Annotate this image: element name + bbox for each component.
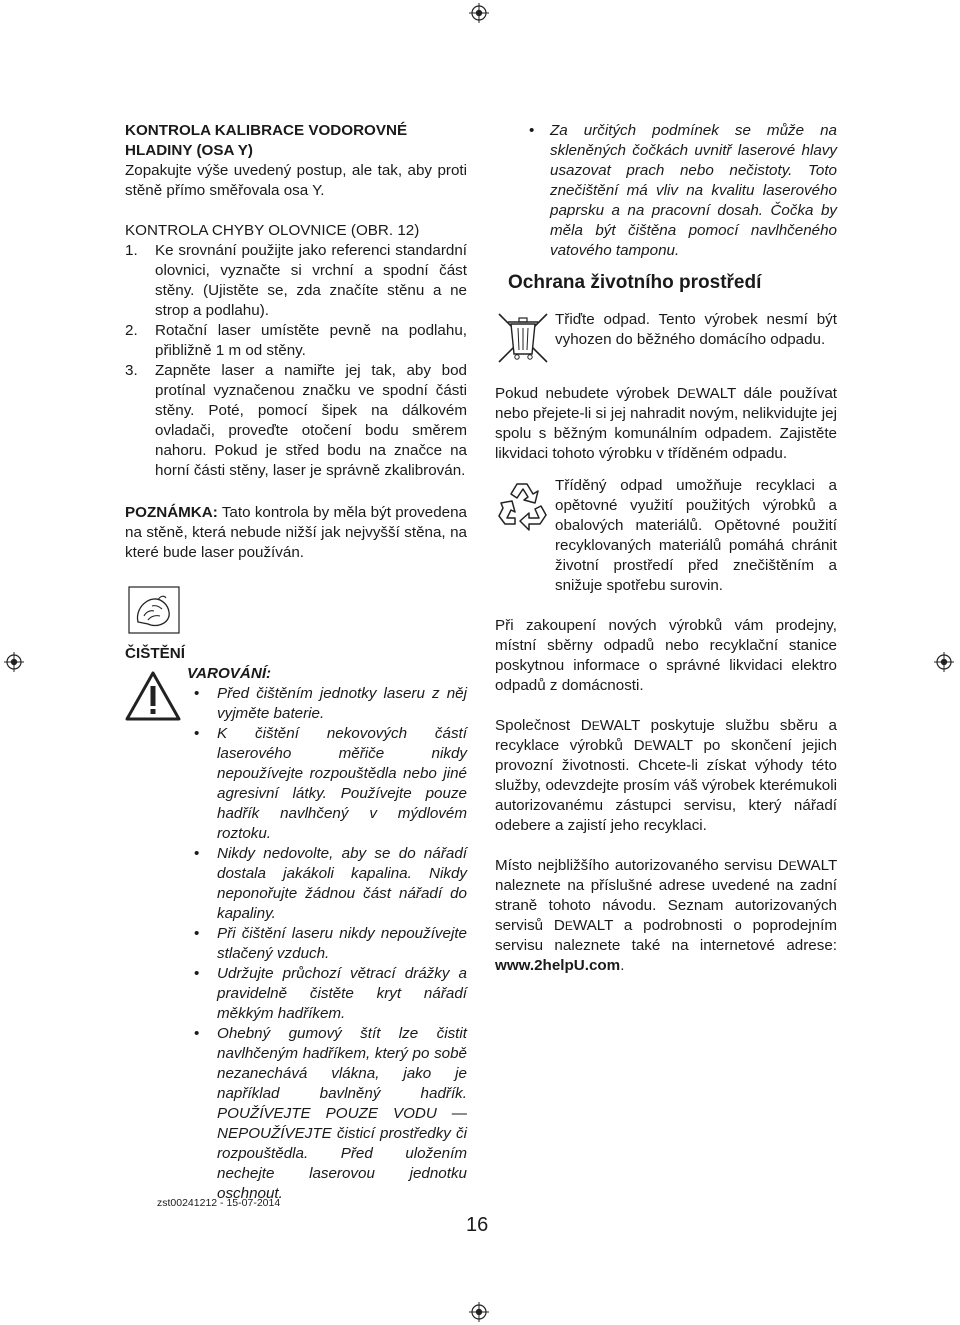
list-text: K čištění nekovových částí laserového měřiče nikdy nepoužívejte rozpouštědla nebo jiné agresivní látky. Používejte pouze hadřík navlhčený v mýdlovém roztoku. [217, 725, 467, 842]
bullet: • [194, 1025, 200, 1042]
note-paragraph [125, 503, 467, 563]
list-item [522, 121, 837, 261]
brand-letter: WALT [652, 737, 693, 754]
list-text: Udržujte průchozí větrací drážky a pravidelně čistěte kryt nářadí měkkým hadříkem. [217, 965, 467, 1022]
document-code: zst00241212 - 15-07-2014 [157, 1197, 281, 1209]
brand-letter: WALT [572, 917, 614, 934]
list-number: 3. [125, 362, 138, 379]
recycle-icon [495, 476, 551, 532]
bullet: • [194, 845, 200, 862]
brand-letter: D [777, 857, 789, 874]
list-text: Nikdy nedovolte, aby se do nářadí dostala jakákoli kapalina. Nikdy neponořujte žádnou část nářadí do kapaliny. [217, 845, 467, 922]
crossed-bin-icon [495, 310, 551, 366]
list-text: Ke srovnání použijte jako referenci standardní olovnici, vyznačte si vrchní a spodní část stěny. (Ujistěte se, zda značíte stěnu a ne strop a podlahu). [155, 242, 467, 319]
bullet: • [194, 965, 200, 982]
section-heading: KONTROLA KALIBRACE VODOROVNÉ [125, 122, 408, 139]
text-run: po skončení jejich provozní životnosti. Chcete-li získat výhody této služby, odevzdejte prosím váš výrobek kterémukoli autorizovanému zástupci servisu, který nářadí odebere a zajistí jeho recyklaci. [495, 737, 837, 834]
local-info-paragraph: Při zakoupení nových výrobků vám prodejny, místní sběrny odpadů nebo recyklační stanice poskytnou informace o správné likvidaci elektro odpadů z domácnosti. [495, 617, 837, 694]
cleaning-heading: ČIŠTĚNÍ [125, 645, 185, 662]
list-item [187, 844, 467, 924]
brand-name [677, 385, 736, 402]
bullet: • [529, 122, 535, 139]
recycle-block [495, 476, 837, 596]
list-item [125, 241, 467, 321]
list-item [125, 321, 467, 361]
list-text: Zapněte laser a namiřte jej tak, aby bod protínal vyznačenou značku ve spodní části stěny. Poté, pomocí šipek na dálkovém ovladači, proveďte otočení bodu směrem nahoru. Pokud je střed bodu na značce na horní části stěny, laser je správně zkalibrován. [155, 362, 467, 479]
bullet: • [194, 725, 200, 742]
environment-heading: Ochrana životního prostředí [508, 272, 762, 293]
text-run: Pokud nebudete výrobek [495, 385, 677, 402]
text-run: poskytuje službu sběru a recyklace výrobků [495, 717, 837, 754]
text-run: a podrobnosti o poprodejním servisu naleznete také na internetové adrese: [495, 917, 837, 954]
recycle-text: Tříděný odpad umožňuje recyklaci a opětovné využití použitých výrobků a obalových materiálů. Opětovné použití recyklovaných materiálů pomáhá chránit životní prostředí před znečištěním a snižuje spotřebu surovin. [555, 477, 837, 594]
brand-letter: E [687, 387, 696, 401]
list-text: Za určitých podmínek se může na skleněných čočkách uvnitř laserové hlavy usazovat prach nebo nečistoty. Toto znečištění má vliv na kvalitu laserového paprsku a na pracovní dosah. Čočka by měla být čištěna pomocí navlhčeného vatového tamponu. [550, 122, 837, 259]
brand-letter: D [633, 737, 645, 754]
paragraph: Zopakujte výše uvedený postup, ale tak, aby proti stěně přímo směřovala osa Y. [125, 162, 467, 199]
list-item [187, 924, 467, 964]
website-link[interactable]: www.2helpU.com [495, 957, 621, 974]
list-number: 1. [125, 242, 138, 259]
list-text: Ohebný gumový štít lze čistit navlhčeným hadříkem, který po sobě nezanechává vlákna, jako je například bavlněný hadřík. POUŽÍVEJTE POUZE VODU — NEPOUŽÍVEJTE čisticí prostředky či rozpouštědla. Před uložením nechejte laserovou jednotku oschnout. [217, 1025, 467, 1202]
text-run: . [620, 957, 625, 974]
list-text: Před čištěním jednotky laseru z něj vyjměte baterie. [217, 685, 467, 722]
bullet: • [194, 685, 200, 702]
brand-name [554, 917, 613, 934]
list-item [187, 724, 467, 844]
text-run: naleznete na příslušné adrese uvedené na zadní straně tohoto návodu. Seznam autorizovaných servisů [495, 877, 837, 934]
brand-letter: E [644, 739, 653, 753]
brand-letter: WALT [599, 717, 640, 734]
section-heading: HLADINY (OSA Y) [125, 142, 253, 159]
list-text: Rotační laser umístěte pevně na podlahu, přibližně 1 m od stěny. [155, 322, 467, 359]
registration-mark-icon [469, 1302, 489, 1322]
sort-waste-block [495, 310, 837, 366]
brand-letter: WALT [796, 857, 837, 874]
text-run: Společnost [495, 717, 581, 734]
right-column [495, 121, 837, 976]
list-number: 2. [125, 322, 138, 339]
brand-name [778, 857, 837, 874]
warning-triangle-icon [125, 670, 181, 722]
page-number: 16 [466, 1214, 489, 1236]
list-item [187, 964, 467, 1024]
brand-letter: D [553, 917, 565, 934]
note-label: POZNÁMKA: [125, 504, 218, 521]
brand-letter: E [591, 719, 600, 733]
brand-letter: D [676, 385, 688, 402]
text-run: Místo nejbližšího autorizovaného servisu [495, 857, 778, 874]
brand-name [634, 737, 693, 754]
left-column [125, 121, 467, 1204]
section-heading: KONTROLA CHYBY OLOVNICE (OBR. 12) [125, 222, 420, 239]
registration-mark-icon [934, 652, 954, 672]
sort-waste-text: Třiďte odpad. Tento výrobek nesmí být vyhozen do běžného domácího odpadu. [555, 311, 837, 348]
list-text: Při čištění laseru nikdy nepoužívejte stlačený vzduch. [217, 925, 467, 962]
web-paragraph [495, 856, 837, 976]
list-item [187, 684, 467, 724]
warning-label: VAROVÁNÍ: [187, 665, 272, 682]
list-item [187, 1024, 467, 1204]
warning-block [125, 664, 467, 1204]
service-paragraph [495, 716, 837, 836]
registration-mark-icon [4, 652, 24, 672]
brand-name [581, 717, 640, 734]
list-item [125, 361, 467, 481]
brand-letter: E [564, 919, 573, 933]
warning-content [187, 664, 467, 1204]
note-text: Tato kontrola by měla být provedena na stěně, která nebude nižší jak nejvyšší stěna, na které bude laser používán. [125, 504, 467, 561]
text-run: dále používat nebo přejete-li si jej nahradit novým, nelikvidujte jej spolu s běžným komunálním odpadem. Zajistěte likvidaci tohoto výrobku v tříděném odpadu. [495, 385, 837, 462]
bullet: • [194, 925, 200, 942]
brand-letter: E [788, 859, 797, 873]
registration-mark-icon [469, 3, 489, 23]
glove-hand-icon [128, 586, 180, 634]
brand-letter: D [580, 717, 592, 734]
dispose-paragraph [495, 384, 837, 464]
brand-letter: WALT [695, 385, 737, 402]
